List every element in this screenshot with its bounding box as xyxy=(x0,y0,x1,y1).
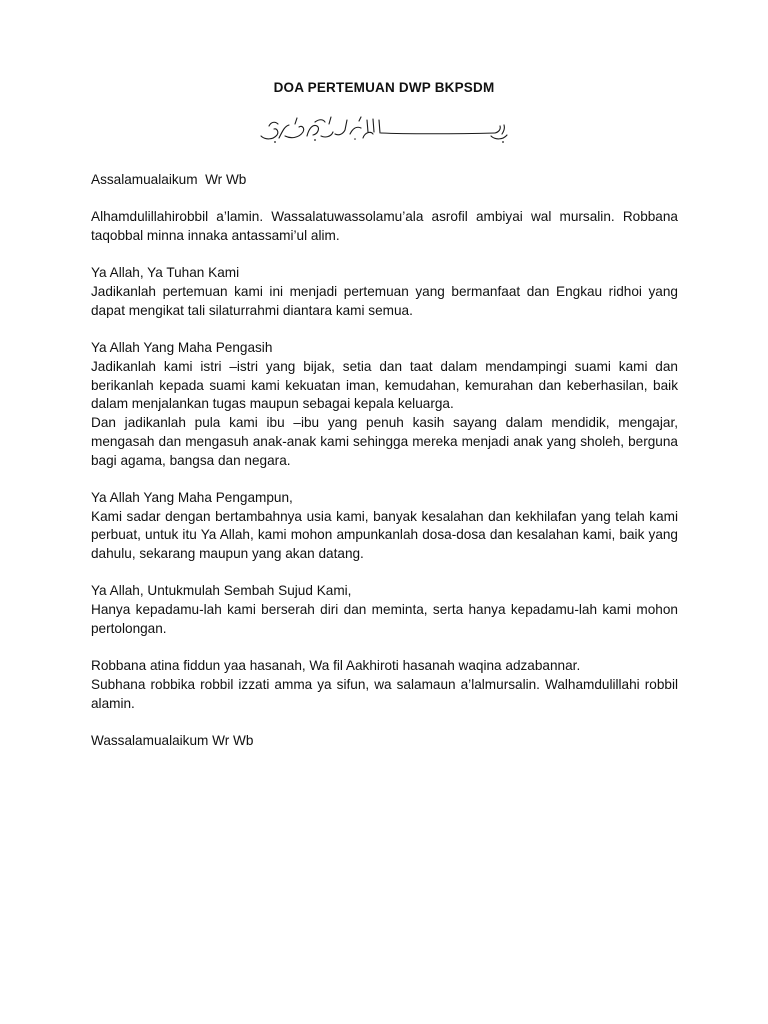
section-body: Dan jadikanlah pula kami ibu –ibu yang penuh kasih sayang dalam mendidik, mengajar, mengasah dan mengasuh anak-anak kami sehingga mereka menjadi anak yang sholeh, berguna bagi agama, bangsa dan negara. xyxy=(91,415,678,468)
section-body: Jadikanlah kami istri –istri yang bijak, setia dan taat dalam mendampingi suami kami dan berikanlah kepada suami kami kekuatan iman, kemudahan, kemurahan dan keberhasilan, baik dalam menjalankan tugas maupun sebagai kepala keluarga. xyxy=(91,358,678,412)
basmala-calligraphy xyxy=(255,116,511,146)
closing-line: Subhana robbika robbil izzati amma ya sifun, wa salamaun a’lalmursalin. Walhamdulillahi robbil alamin. xyxy=(91,676,678,711)
section-heading: Ya Allah Yang Maha Pengasih xyxy=(91,340,273,356)
farewell-line: Wassalamualaikum Wr Wb xyxy=(91,732,254,748)
prayer-text xyxy=(91,171,678,751)
opening-paragraph: Alhamdulillahirobbil a’lamin. Wassalatuwassolamu’ala asrofil ambiyai wal mursalin. Robbana taqobbal minna innaka antassami’ul alim. xyxy=(91,209,678,244)
section-heading: Ya Allah Yang Maha Pengampun, xyxy=(91,489,293,505)
section-body: Kami sadar dengan bertambahnya usia kami, banyak kesalahan dan kekhilafan yang telah kami perbuat, untuk itu Ya Allah, kami mohon ampunkanlah dosa-dosa dan kesalahan kami, baik yang dahulu, sekarang maupun yang akan datang. xyxy=(91,508,678,561)
section-body: Jadikanlah pertemuan kami ini menjadi pertemuan yang bermanfaat dan Engkau ridhoi yang dapat mengikat tali silaturrahmi diantara kami semua. xyxy=(91,284,678,318)
closing-line: Robbana atina fiddun yaa hasanah, Wa fil Aakhiroti hasanah waqina adzabannar. xyxy=(91,658,581,674)
section-heading: Ya Allah, Untukmulah Sembah Sujud Kami, xyxy=(91,583,352,599)
greeting-line: Assalamualaikum Wr Wb xyxy=(91,172,247,187)
section-body: Hanya kepadamu-lah kami berserah diri dan meminta, serta hanya kepadamu-lah kami mohon pertolongan. xyxy=(91,602,678,636)
section-heading: Ya Allah, Ya Tuhan Kami xyxy=(91,265,240,281)
document-title: DOA PERTEMUAN DWP BKPSDM xyxy=(273,80,495,95)
